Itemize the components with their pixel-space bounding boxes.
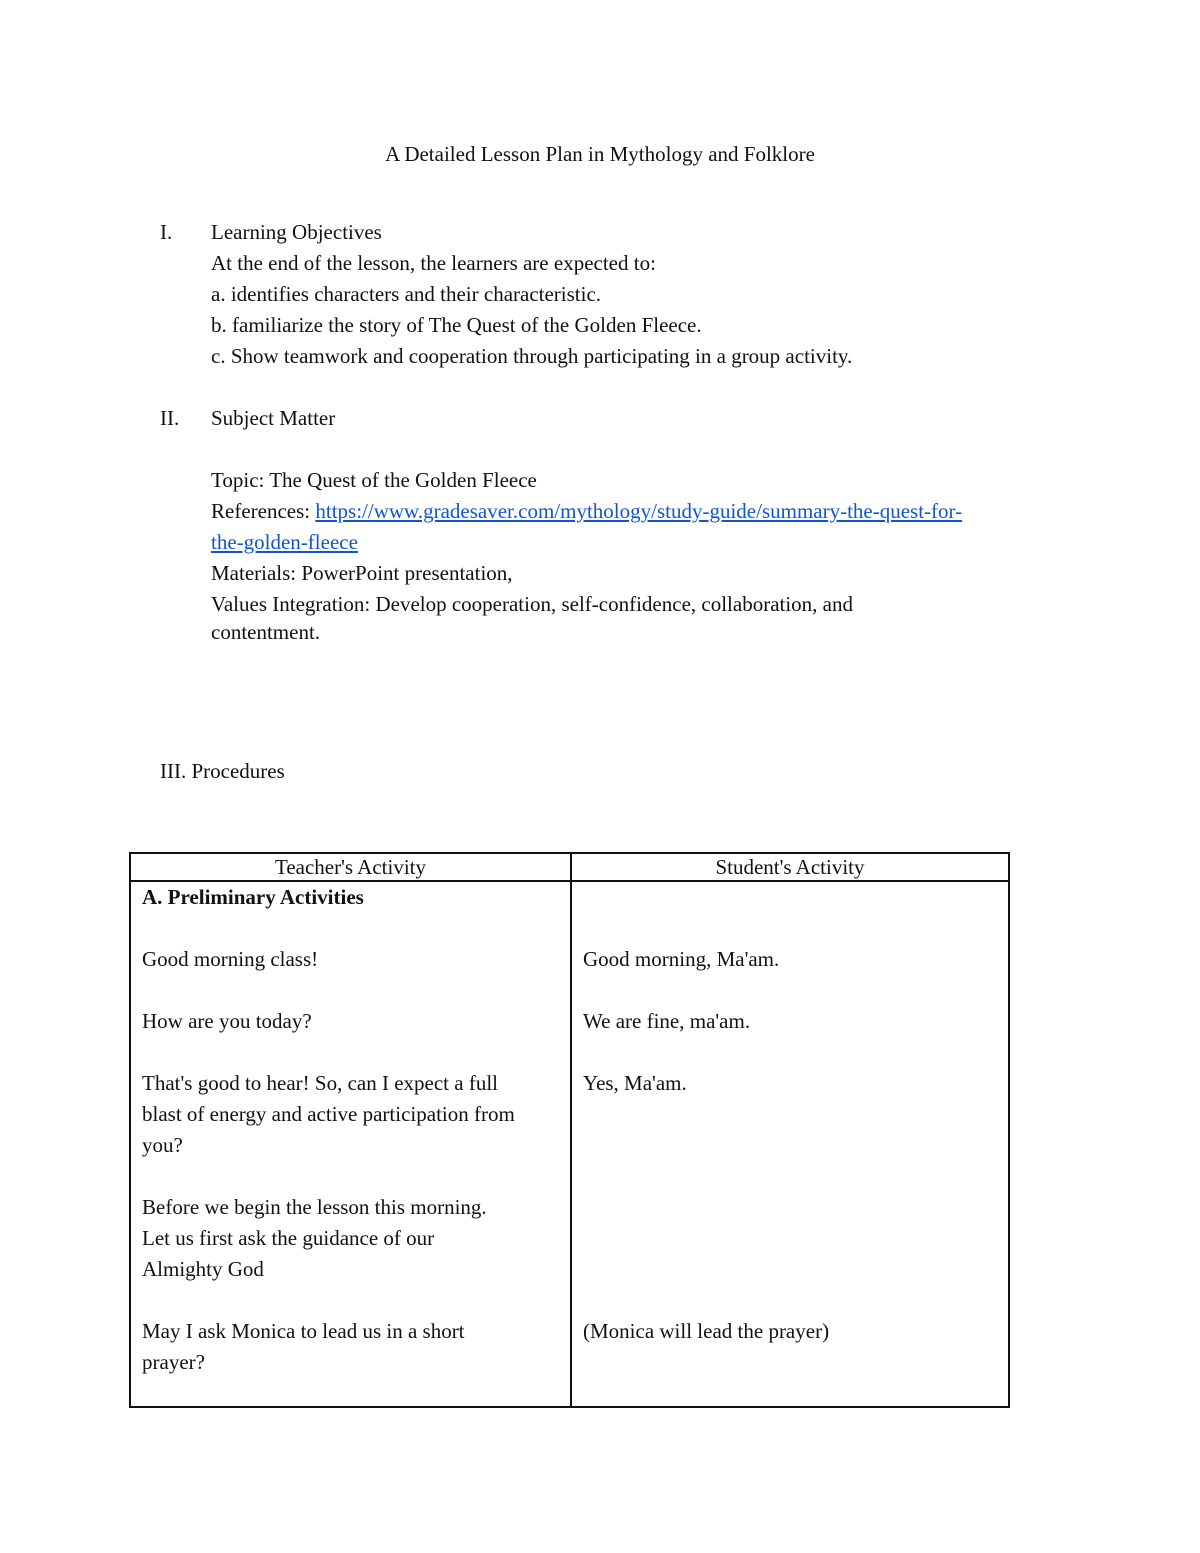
section-heading-subject-matter: Subject Matter [211, 406, 336, 430]
student-line: Yes, Ma'am. [583, 1071, 687, 1095]
table-row [130, 881, 1009, 1407]
teacher-line: blast of energy and active participation from [142, 1102, 515, 1126]
teacher-line: Good morning class! [142, 947, 319, 971]
document-title: A Detailed Lesson Plan in Mythology and Folklore [385, 142, 815, 166]
section-heading-learning-objectives: Learning Objectives [211, 220, 382, 244]
materials-line: Materials: PowerPoint presentation, [211, 561, 513, 585]
preliminary-activities-heading: A. Preliminary Activities [142, 885, 364, 909]
reference-link[interactable]: https://www.gradesaver.com/mythology/study-guide/summary-the-quest-for- [315, 499, 963, 523]
values-line: Values Integration: Develop cooperation, self-confidence, collaboration, and [211, 592, 854, 616]
teacher-line: prayer? [142, 1350, 205, 1374]
student-line: Good morning, Ma'am. [583, 947, 780, 971]
teacher-activity-cell [130, 881, 571, 1407]
reference-link-continued[interactable]: the-golden-fleece [211, 530, 358, 554]
column-header-student: Student's Activity [571, 853, 1009, 881]
teacher-line: That's good to hear! So, can I expect a full [142, 1071, 498, 1095]
objective-item: c. Show teamwork and cooperation through participating in a group activity. [211, 344, 853, 368]
section-heading-procedures: III. Procedures [160, 759, 285, 783]
section-number-2: II. [160, 406, 180, 430]
objective-item: b. familiarize the story of The Quest of the Golden Fleece. [211, 313, 702, 337]
student-activity-cell [571, 881, 1009, 1407]
objectives-intro: At the end of the lesson, the learners are expected to: [211, 251, 656, 275]
teacher-line: May I ask Monica to lead us in a short [142, 1319, 465, 1343]
teacher-line: Almighty God [142, 1257, 264, 1281]
table-header-row [130, 853, 1009, 881]
objective-item: a. identifies characters and their characteristic. [211, 282, 602, 306]
student-line: We are fine, ma'am. [583, 1009, 751, 1033]
teacher-line: How are you today? [142, 1009, 312, 1033]
teacher-line: Let us first ask the guidance of our [142, 1226, 435, 1250]
column-header-teacher: Teacher's Activity [130, 853, 571, 881]
student-line: (Monica will lead the prayer) [583, 1319, 830, 1343]
references-label: References: [211, 499, 316, 523]
teacher-line: Before we begin the lesson this morning. [142, 1195, 487, 1219]
teacher-line: you? [142, 1133, 183, 1157]
section-number-1: I. [160, 220, 173, 244]
procedures-table [129, 852, 1010, 1408]
topic-line: Topic: The Quest of the Golden Fleece [211, 468, 537, 492]
values-line-continued: contentment. [211, 620, 321, 644]
references-line [211, 499, 962, 524]
